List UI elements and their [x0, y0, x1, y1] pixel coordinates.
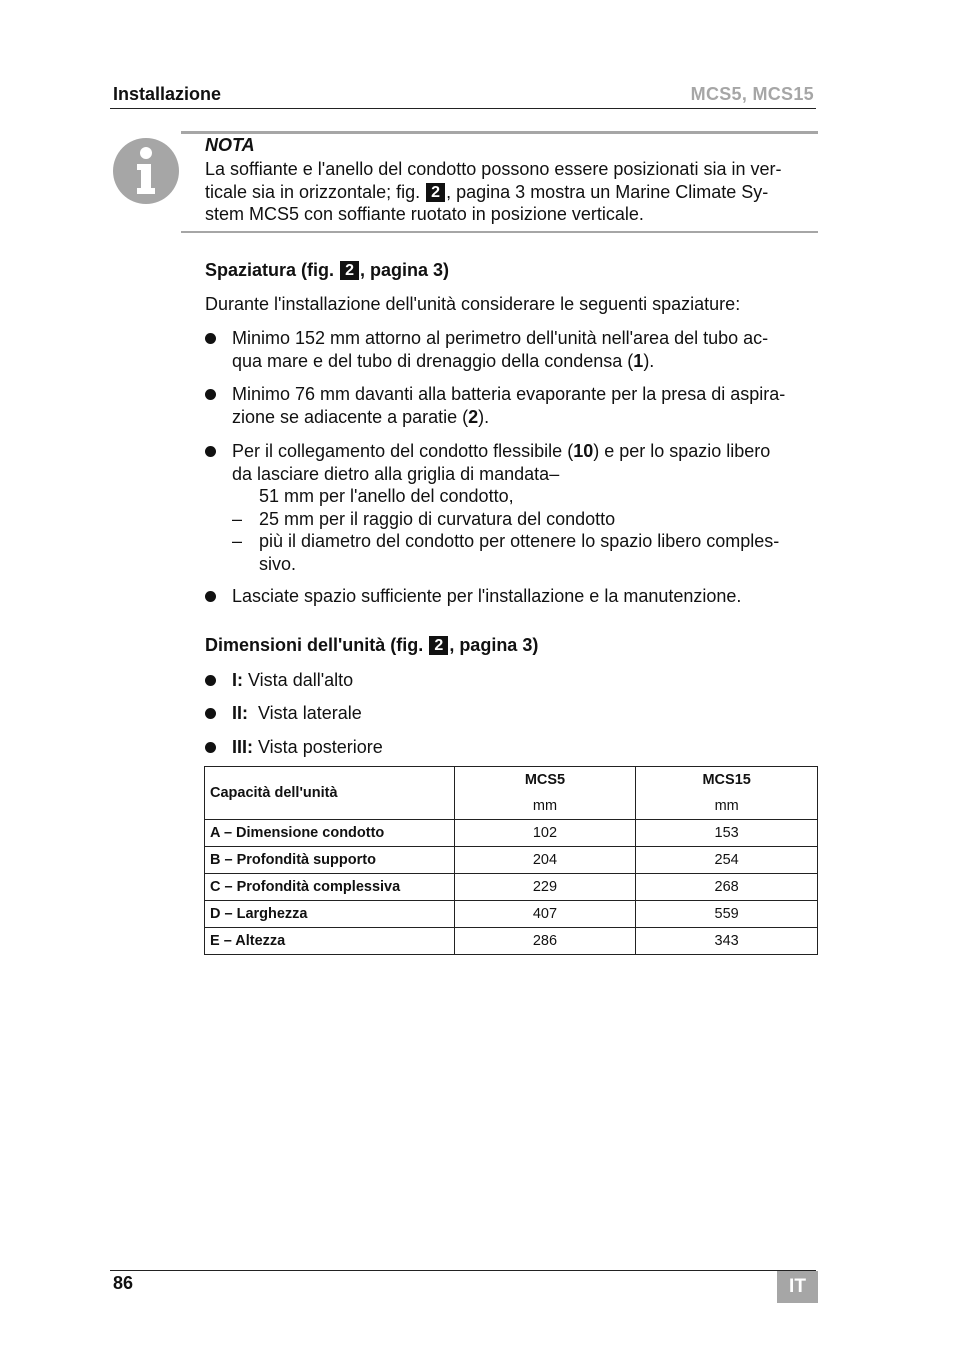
dimensions-table	[204, 766, 818, 955]
bullet-icon	[205, 591, 216, 602]
figure-ref-badge: 2	[426, 183, 445, 202]
row-label: D – Larghezza	[205, 901, 455, 928]
section-title: Installazione	[113, 84, 222, 104]
table-header-row	[205, 767, 818, 794]
model-label: MCS5, MCS15	[690, 84, 814, 104]
sub-list-item: – 25 mm per il raggio di curvatura del condotto	[232, 508, 616, 529]
cell-value: 204	[454, 847, 636, 874]
row-label: B – Profondità supporto	[205, 847, 455, 874]
unit-cell: mm	[454, 793, 636, 820]
sub-list-item: – 51 mm per l'anello del condotto,	[259, 463, 560, 506]
bullet-icon	[205, 333, 216, 344]
cell-value: 229	[454, 874, 636, 901]
cell-value: 286	[454, 928, 636, 955]
list-item: Lasciate spazio sufficiente per l'installazione e la manutenzione.	[205, 585, 820, 608]
cell-value: 153	[636, 820, 818, 847]
cell-value: 254	[636, 847, 818, 874]
list-item: Per il collegamento del condotto flessibile (10) e per lo spazio libero da lasciare dietro alla griglia di mandata – 51 mm per l'anello del condotto, – 25 mm per il raggio di curvatura del condotto – più il diametro del condotto per ottenere lo spazio libero comples- sivo.	[205, 440, 820, 575]
bullet-icon	[205, 389, 216, 400]
table-header-label: Capacità dell'unità	[205, 767, 455, 820]
note-top-rule	[181, 131, 818, 134]
note-text: La soffiante e l'anello del condotto possono essere posizionati sia in ver- ticale sia in orizzontale; fig. 2 , pagina 3 mostra un Marine Climate Sy- stem MCS5 con soffiante ruotato in posizione verticale.	[205, 159, 782, 224]
bullet-icon	[205, 446, 216, 457]
list-item: I: Vista dall'alto	[205, 669, 820, 692]
cell-value: 343	[636, 928, 818, 955]
bullet-icon	[205, 708, 216, 719]
row-label: C – Profondità complessiva	[205, 874, 455, 901]
table-row	[205, 901, 818, 928]
language-badge: IT	[777, 1271, 818, 1303]
spacing-intro: Durante l'installazione dell'unità considerare le seguenti spaziature:	[205, 294, 741, 314]
list-item: Minimo 76 mm davanti alla batteria evaporante per la presa di aspira- zione se adiacente a paratie (2).	[205, 383, 820, 428]
row-label: E – Altezza	[205, 928, 455, 955]
list-item: II: Vista laterale	[205, 702, 820, 725]
row-label: A – Dimensione condotto	[205, 820, 455, 847]
figure-ref-badge: 2	[340, 261, 359, 280]
sub-list-item: – più il diametro del condotto per ottenere lo spazio libero comples- sivo.	[232, 531, 780, 574]
header-divider	[110, 108, 816, 109]
bullet-icon	[205, 742, 216, 753]
note-bottom-rule	[181, 231, 818, 233]
info-icon	[113, 138, 179, 204]
table-row	[205, 820, 818, 847]
table-row	[205, 874, 818, 901]
footer-divider	[110, 1270, 816, 1271]
cell-value: 559	[636, 901, 818, 928]
note-title: NOTA	[205, 135, 255, 155]
cell-value: 407	[454, 901, 636, 928]
dimensions-heading: Dimensioni dell'unità (fig. 2 , pagina 3)	[205, 635, 539, 655]
list-item: Minimo 152 mm attorno al perimetro dell'unità nell'area del tubo ac- qua mare e del tubo di drenaggio della condensa (1).	[205, 327, 820, 372]
cell-value: 102	[454, 820, 636, 847]
page-number: 86	[113, 1273, 134, 1293]
figure-ref-badge: 2	[429, 636, 448, 655]
list-item: III: Vista posteriore	[205, 736, 820, 759]
spacing-heading: Spaziatura (fig. 2 , pagina 3)	[205, 260, 450, 280]
column-header: MCS15	[636, 767, 818, 794]
table-row	[205, 847, 818, 874]
bullet-icon	[205, 675, 216, 686]
cell-value: 268	[636, 874, 818, 901]
column-header: MCS5	[454, 767, 636, 794]
unit-cell: mm	[636, 793, 818, 820]
table-row	[205, 928, 818, 955]
